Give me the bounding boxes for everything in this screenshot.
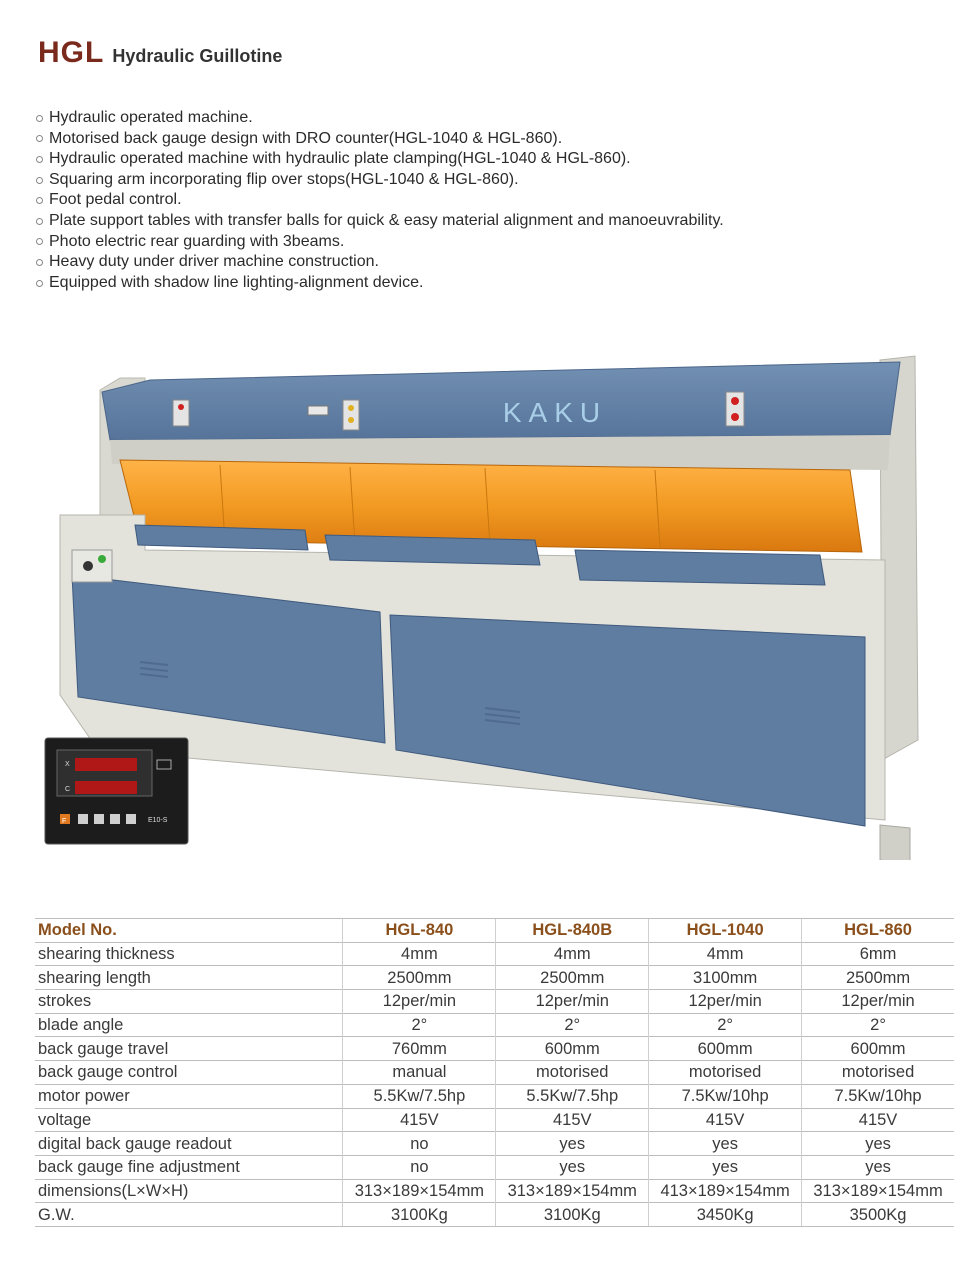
feature-item: Heavy duty under driver machine construction. — [36, 252, 724, 273]
spec-value: 3100Kg — [496, 1203, 649, 1227]
page-title — [38, 36, 282, 72]
feature-item: Squaring arm incorporating flip over stops(HGL-1040 & HGL-860). — [36, 170, 724, 191]
header-model: HGL-840B — [496, 919, 649, 943]
spec-value: 7.5Kw/10hp — [649, 1084, 802, 1108]
spec-value: yes — [802, 1155, 954, 1179]
bullet-icon — [36, 259, 43, 266]
spec-value: 12per/min — [802, 990, 954, 1014]
spec-value: no — [343, 1155, 496, 1179]
spec-value: 413×189×154mm — [649, 1179, 802, 1203]
spec-value: motorised — [802, 1061, 954, 1085]
spec-label: dimensions(L×W×H) — [35, 1179, 343, 1203]
table-row — [35, 1013, 954, 1037]
spec-value: 4mm — [496, 942, 649, 966]
spec-value: 415V — [802, 1108, 954, 1132]
spec-value: motorised — [496, 1061, 649, 1085]
feature-item: Photo electric rear guarding with 3beams. — [36, 232, 724, 253]
dro-c-label: C — [65, 786, 71, 793]
feature-item: Foot pedal control. — [36, 190, 724, 211]
spec-value: yes — [802, 1132, 954, 1156]
table-row — [35, 966, 954, 990]
spec-value: yes — [649, 1155, 802, 1179]
spec-value: yes — [496, 1155, 649, 1179]
spec-label: digital back gauge readout — [35, 1132, 343, 1156]
spec-value: 600mm — [802, 1037, 954, 1061]
dro-model-label: E10-S — [148, 817, 168, 824]
feature-item: Hydraulic operated machine with hydraulic plate clamping(HGL-1040 & HGL-860). — [36, 149, 724, 170]
spec-label: back gauge travel — [35, 1037, 343, 1061]
spec-value: 12per/min — [649, 990, 802, 1014]
spec-value: 6mm — [802, 942, 954, 966]
bullet-icon — [36, 156, 43, 163]
header-model: HGL-1040 — [649, 919, 802, 943]
spec-table — [35, 918, 954, 1227]
spec-label: voltage — [35, 1108, 343, 1132]
spec-value: 415V — [343, 1108, 496, 1132]
spec-value: 415V — [649, 1108, 802, 1132]
table-row — [35, 1037, 954, 1061]
spec-value: 12per/min — [496, 990, 649, 1014]
spec-value: yes — [496, 1132, 649, 1156]
dro-f-label: F — [62, 818, 67, 825]
bullet-icon — [36, 115, 43, 122]
machine-photo — [40, 340, 945, 860]
spec-value: 5.5Kw/7.5hp — [343, 1084, 496, 1108]
header-model-no: Model No. — [35, 919, 343, 943]
spec-value: manual — [343, 1061, 496, 1085]
spec-value: motorised — [649, 1061, 802, 1085]
bullet-icon — [36, 177, 43, 184]
spec-value: 313×189×154mm — [496, 1179, 649, 1203]
table-row — [35, 1203, 954, 1227]
product-name: Hydraulic Guillotine — [112, 46, 283, 66]
spec-value: 3100mm — [649, 966, 802, 990]
bullet-icon — [36, 135, 43, 142]
spec-label: G.W. — [35, 1203, 343, 1227]
spec-label: shearing thickness — [35, 942, 343, 966]
spec-value: 4mm — [343, 942, 496, 966]
spec-value: 4mm — [649, 942, 802, 966]
table-row — [35, 1084, 954, 1108]
spec-value: 2500mm — [802, 966, 954, 990]
header-model: HGL-840 — [343, 919, 496, 943]
spec-value: 313×189×154mm — [343, 1179, 496, 1203]
spec-value: 2° — [496, 1013, 649, 1037]
table-row — [35, 1108, 954, 1132]
feature-item: Plate support tables with transfer balls for quick & easy material alignment and manoeuvrability. — [36, 211, 724, 232]
feature-item: Motorised back gauge design with DRO counter(HGL-1040 & HGL-860). — [36, 129, 724, 150]
bullet-icon — [36, 197, 43, 204]
spec-value: 600mm — [649, 1037, 802, 1061]
spec-value: 5.5Kw/7.5hp — [496, 1084, 649, 1108]
spec-label: back gauge control — [35, 1061, 343, 1085]
spec-label: blade angle — [35, 1013, 343, 1037]
spec-value: no — [343, 1132, 496, 1156]
table-row — [35, 942, 954, 966]
spec-value: 7.5Kw/10hp — [802, 1084, 954, 1108]
table-header-row — [35, 919, 954, 943]
model-code: HGL — [38, 36, 105, 69]
spec-label: strokes — [35, 990, 343, 1014]
table-row — [35, 1179, 954, 1203]
spec-value: 313×189×154mm — [802, 1179, 954, 1203]
spec-value: 600mm — [496, 1037, 649, 1061]
table-row — [35, 990, 954, 1014]
table-row — [35, 1132, 954, 1156]
spec-label: shearing length — [35, 966, 343, 990]
feature-item: Equipped with shadow line lighting-alignment device. — [36, 273, 724, 294]
spec-value: 3100Kg — [343, 1203, 496, 1227]
table-row — [35, 1061, 954, 1085]
spec-value: 12per/min — [343, 990, 496, 1014]
dro-x-label: X — [65, 761, 70, 768]
spec-label: back gauge fine adjustment — [35, 1155, 343, 1179]
bullet-icon — [36, 218, 43, 225]
spec-value: 3450Kg — [649, 1203, 802, 1227]
header-model: HGL-860 — [802, 919, 954, 943]
spec-value: yes — [649, 1132, 802, 1156]
spec-label: motor power — [35, 1084, 343, 1108]
feature-list — [36, 108, 724, 293]
dro-inset — [45, 738, 188, 844]
spec-value: 415V — [496, 1108, 649, 1132]
spec-value: 2500mm — [343, 966, 496, 990]
spec-value: 3500Kg — [802, 1203, 954, 1227]
spec-value: 760mm — [343, 1037, 496, 1061]
brand-logo: KAKU — [502, 397, 608, 428]
spec-value: 2° — [649, 1013, 802, 1037]
spec-value: 2500mm — [496, 966, 649, 990]
spec-value: 2° — [802, 1013, 954, 1037]
table-row — [35, 1155, 954, 1179]
spec-value: 2° — [343, 1013, 496, 1037]
bullet-icon — [36, 238, 43, 245]
feature-item: Hydraulic operated machine. — [36, 108, 724, 129]
bullet-icon — [36, 280, 43, 287]
